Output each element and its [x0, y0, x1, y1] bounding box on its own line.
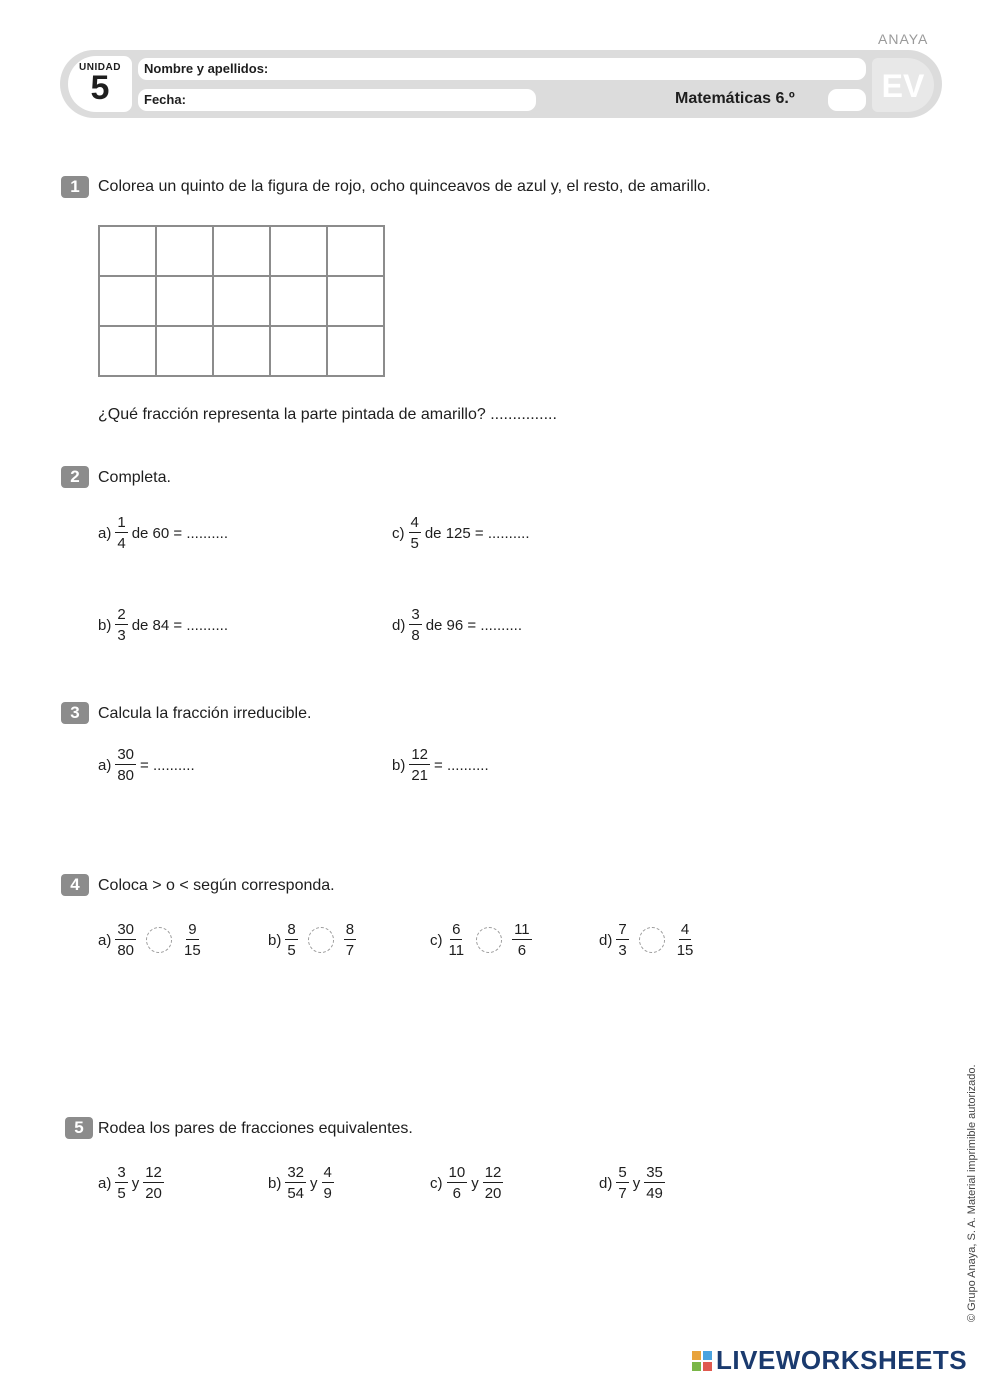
item-expression: de 96 = ..........	[425, 616, 522, 634]
exercise-5-item[interactable]	[98, 1165, 168, 1201]
fraction	[115, 747, 136, 783]
item-label: a)	[98, 931, 112, 949]
item-label: c)	[430, 931, 443, 949]
item-label: c)	[392, 524, 405, 542]
exercise-2-number: 2	[61, 466, 89, 488]
exercise-2-item[interactable]	[392, 607, 522, 643]
grid-cell[interactable]	[99, 326, 156, 376]
fraction-denominator: 5	[410, 535, 419, 552]
fraction-right	[675, 922, 696, 958]
exercise-1-question: ¿Qué fracción representa la parte pintada de amarillo? ...............	[98, 406, 557, 423]
fraction-left-numerator: 7	[618, 921, 627, 938]
exercise-4-item	[430, 922, 536, 958]
fraction-left	[115, 922, 136, 958]
grid-cell[interactable]	[213, 276, 270, 326]
item-label: b)	[392, 756, 406, 774]
fraction-right	[512, 922, 532, 958]
comparison-circle[interactable]	[639, 927, 665, 953]
fraction-left-denominator: 54	[287, 1185, 305, 1202]
exercise-3-number: 3	[61, 702, 89, 724]
exercise-4-item	[98, 922, 207, 958]
fraction	[409, 607, 421, 643]
grid-cell[interactable]	[327, 276, 384, 326]
fraction-right-denominator: 49	[646, 1185, 663, 1202]
fraction-denominator: 4	[117, 535, 126, 552]
evaluation-badge: EV	[872, 58, 934, 112]
fraction-right-numerator: 4	[323, 1164, 332, 1181]
fraction-right	[644, 1165, 665, 1201]
fraction-left	[447, 1165, 468, 1201]
fraction-left	[447, 922, 467, 958]
fraction-left-denominator: 80	[117, 942, 135, 959]
exercise-1-number: 1	[61, 176, 89, 198]
comparison-circle[interactable]	[146, 927, 172, 953]
fraction-right-denominator: 15	[184, 942, 201, 959]
grid-cell[interactable]	[156, 326, 213, 376]
item-label: a)	[98, 756, 112, 774]
exercise-3-item[interactable]	[392, 747, 489, 783]
date-field[interactable]: Fecha:	[138, 89, 536, 111]
logo-squares-icon	[692, 1351, 712, 1371]
exercise-2-item[interactable]	[98, 515, 228, 551]
exercise-3-item[interactable]	[98, 747, 195, 783]
item-label: a)	[98, 524, 112, 542]
fraction-left-numerator: 32	[287, 1164, 305, 1181]
fraction-left-denominator: 5	[117, 1185, 126, 1202]
exercise-4-number: 4	[61, 874, 89, 896]
connector-word: y	[310, 1174, 318, 1192]
fraction	[409, 515, 421, 551]
exercise-5-item[interactable]	[430, 1165, 507, 1201]
fraction-left-numerator: 30	[117, 921, 135, 938]
comparison-circle[interactable]	[308, 927, 334, 953]
fraction-right-denominator: 9	[323, 1185, 332, 1202]
fraction-right-numerator: 12	[145, 1164, 162, 1181]
grid-cell[interactable]	[99, 226, 156, 276]
exercise-5-number: 5	[65, 1117, 93, 1139]
grid-row	[99, 276, 384, 326]
exercise-4-statement: Coloca > o < según corresponda.	[98, 877, 335, 894]
item-expression: de 84 = ..........	[131, 616, 228, 634]
fraction-right-numerator: 11	[514, 921, 530, 938]
liveworksheets-logo	[692, 1345, 967, 1376]
fraction-right	[143, 1165, 164, 1201]
grid-cell[interactable]	[270, 226, 327, 276]
name-field[interactable]: Nombre y apellidos:	[138, 58, 866, 80]
item-label: c)	[430, 1174, 443, 1192]
fraction-right-denominator: 20	[484, 1185, 502, 1202]
exercise-4-item	[268, 922, 360, 958]
fraction-right	[483, 1165, 504, 1201]
exercise-2-item[interactable]	[392, 515, 530, 551]
fraction-denominator: 3	[117, 627, 126, 644]
unit-number: 5	[90, 69, 110, 107]
fraction-numerator: 4	[410, 514, 419, 531]
item-expression: = ..........	[140, 756, 195, 774]
subject-label: Matemáticas 6.º	[675, 90, 795, 107]
fraction-left	[115, 1165, 127, 1201]
fraction-numerator: 3	[411, 606, 420, 623]
unit-label: UNIDAD	[79, 62, 121, 73]
fraction-left-denominator: 11	[448, 942, 465, 959]
item-label: d)	[599, 1174, 613, 1192]
item-expression: de 60 = ..........	[131, 524, 228, 542]
grid-cell[interactable]	[156, 276, 213, 326]
fraction-numerator: 2	[117, 606, 126, 623]
fraction-right-numerator: 4	[680, 921, 690, 938]
item-label: d)	[392, 616, 406, 634]
exercise-3-statement: Calcula la fracción irreducible.	[98, 705, 312, 722]
item-label: a)	[98, 1174, 112, 1192]
fraction-right	[344, 922, 356, 958]
grid-cell[interactable]	[327, 326, 384, 376]
unit-badge	[68, 56, 132, 112]
fraction-left-numerator: 3	[117, 1164, 126, 1181]
comparison-circle[interactable]	[476, 927, 502, 953]
fraction-right-numerator: 8	[345, 921, 355, 938]
fraction-left-numerator: 8	[287, 921, 296, 938]
fraction-left	[285, 922, 297, 958]
fraction-left-numerator: 6	[452, 921, 461, 938]
fraction-right-denominator: 15	[676, 942, 694, 959]
fraction-left-denominator: 3	[618, 942, 627, 959]
fraction-right-denominator: 7	[345, 942, 355, 959]
grid-cell[interactable]	[327, 226, 384, 276]
fraction-numerator: 30	[117, 746, 135, 763]
grid-cell[interactable]	[213, 226, 270, 276]
fraction-right-denominator: 6	[517, 942, 527, 959]
exercise-2-item[interactable]	[98, 607, 228, 643]
grid-cell[interactable]	[99, 276, 156, 326]
grid-cell[interactable]	[213, 326, 270, 376]
exercise-5-item[interactable]	[599, 1165, 669, 1201]
copyright-note: © Grupo Anaya, S. A. Material imprimible autorizado.	[966, 1064, 978, 1322]
fraction	[409, 747, 430, 783]
item-expression: de 125 = ..........	[424, 524, 530, 542]
fraction	[115, 515, 127, 551]
exercise-1-statement: Colorea un quinto de la figura de rojo, ocho quinceavos de azul y, el resto, de amarillo.	[98, 178, 711, 195]
connector-word: y	[131, 1174, 140, 1192]
fraction-left-denominator: 7	[618, 1185, 627, 1202]
fraction-left-denominator: 6	[452, 1185, 462, 1202]
item-label: b)	[268, 931, 282, 949]
fraction-denominator: 21	[411, 767, 429, 784]
grid-cell[interactable]	[270, 276, 327, 326]
fraction-right-numerator: 9	[188, 921, 197, 938]
fraction	[115, 607, 127, 643]
connector-word: y	[471, 1174, 479, 1192]
fraction-left-numerator: 10	[448, 1164, 466, 1181]
grid-cell[interactable]	[270, 326, 327, 376]
publisher-logo: ANAYA	[878, 31, 929, 47]
fraction-left-denominator: 5	[287, 942, 296, 959]
item-label: b)	[268, 1174, 282, 1192]
item-label: d)	[599, 931, 613, 949]
grid-row	[99, 326, 384, 376]
grid-cell[interactable]	[156, 226, 213, 276]
fraction-right-numerator: 12	[484, 1164, 502, 1181]
fraction-right-denominator: 20	[145, 1185, 162, 1202]
connector-word: y	[632, 1174, 641, 1192]
fraction-left	[616, 922, 628, 958]
logo-text: LIVEWORKSHEETS	[716, 1345, 968, 1375]
grid-row	[99, 226, 384, 276]
fraction-numerator: 1	[117, 514, 126, 531]
exercise-4-item	[599, 922, 699, 958]
fraction-left	[616, 1165, 628, 1201]
fraction-left-numerator: 5	[618, 1164, 627, 1181]
item-label: b)	[98, 616, 112, 634]
item-expression: = ..........	[434, 756, 489, 774]
exercise-5-item[interactable]	[268, 1165, 338, 1201]
fraction-left	[285, 1165, 306, 1201]
exercise-5-statement: Rodea los pares de fracciones equivalentes.	[98, 1120, 413, 1137]
fraction-denominator: 8	[411, 627, 420, 644]
fraction-numerator: 12	[411, 746, 429, 763]
fraction-denominator: 80	[117, 767, 135, 784]
coloring-grid[interactable]	[98, 225, 385, 377]
fraction-right-numerator: 35	[646, 1164, 663, 1181]
fraction-right	[322, 1165, 334, 1201]
grade-field[interactable]	[828, 89, 866, 111]
fraction-right	[182, 922, 203, 958]
exercise-2-statement: Completa.	[98, 469, 171, 486]
